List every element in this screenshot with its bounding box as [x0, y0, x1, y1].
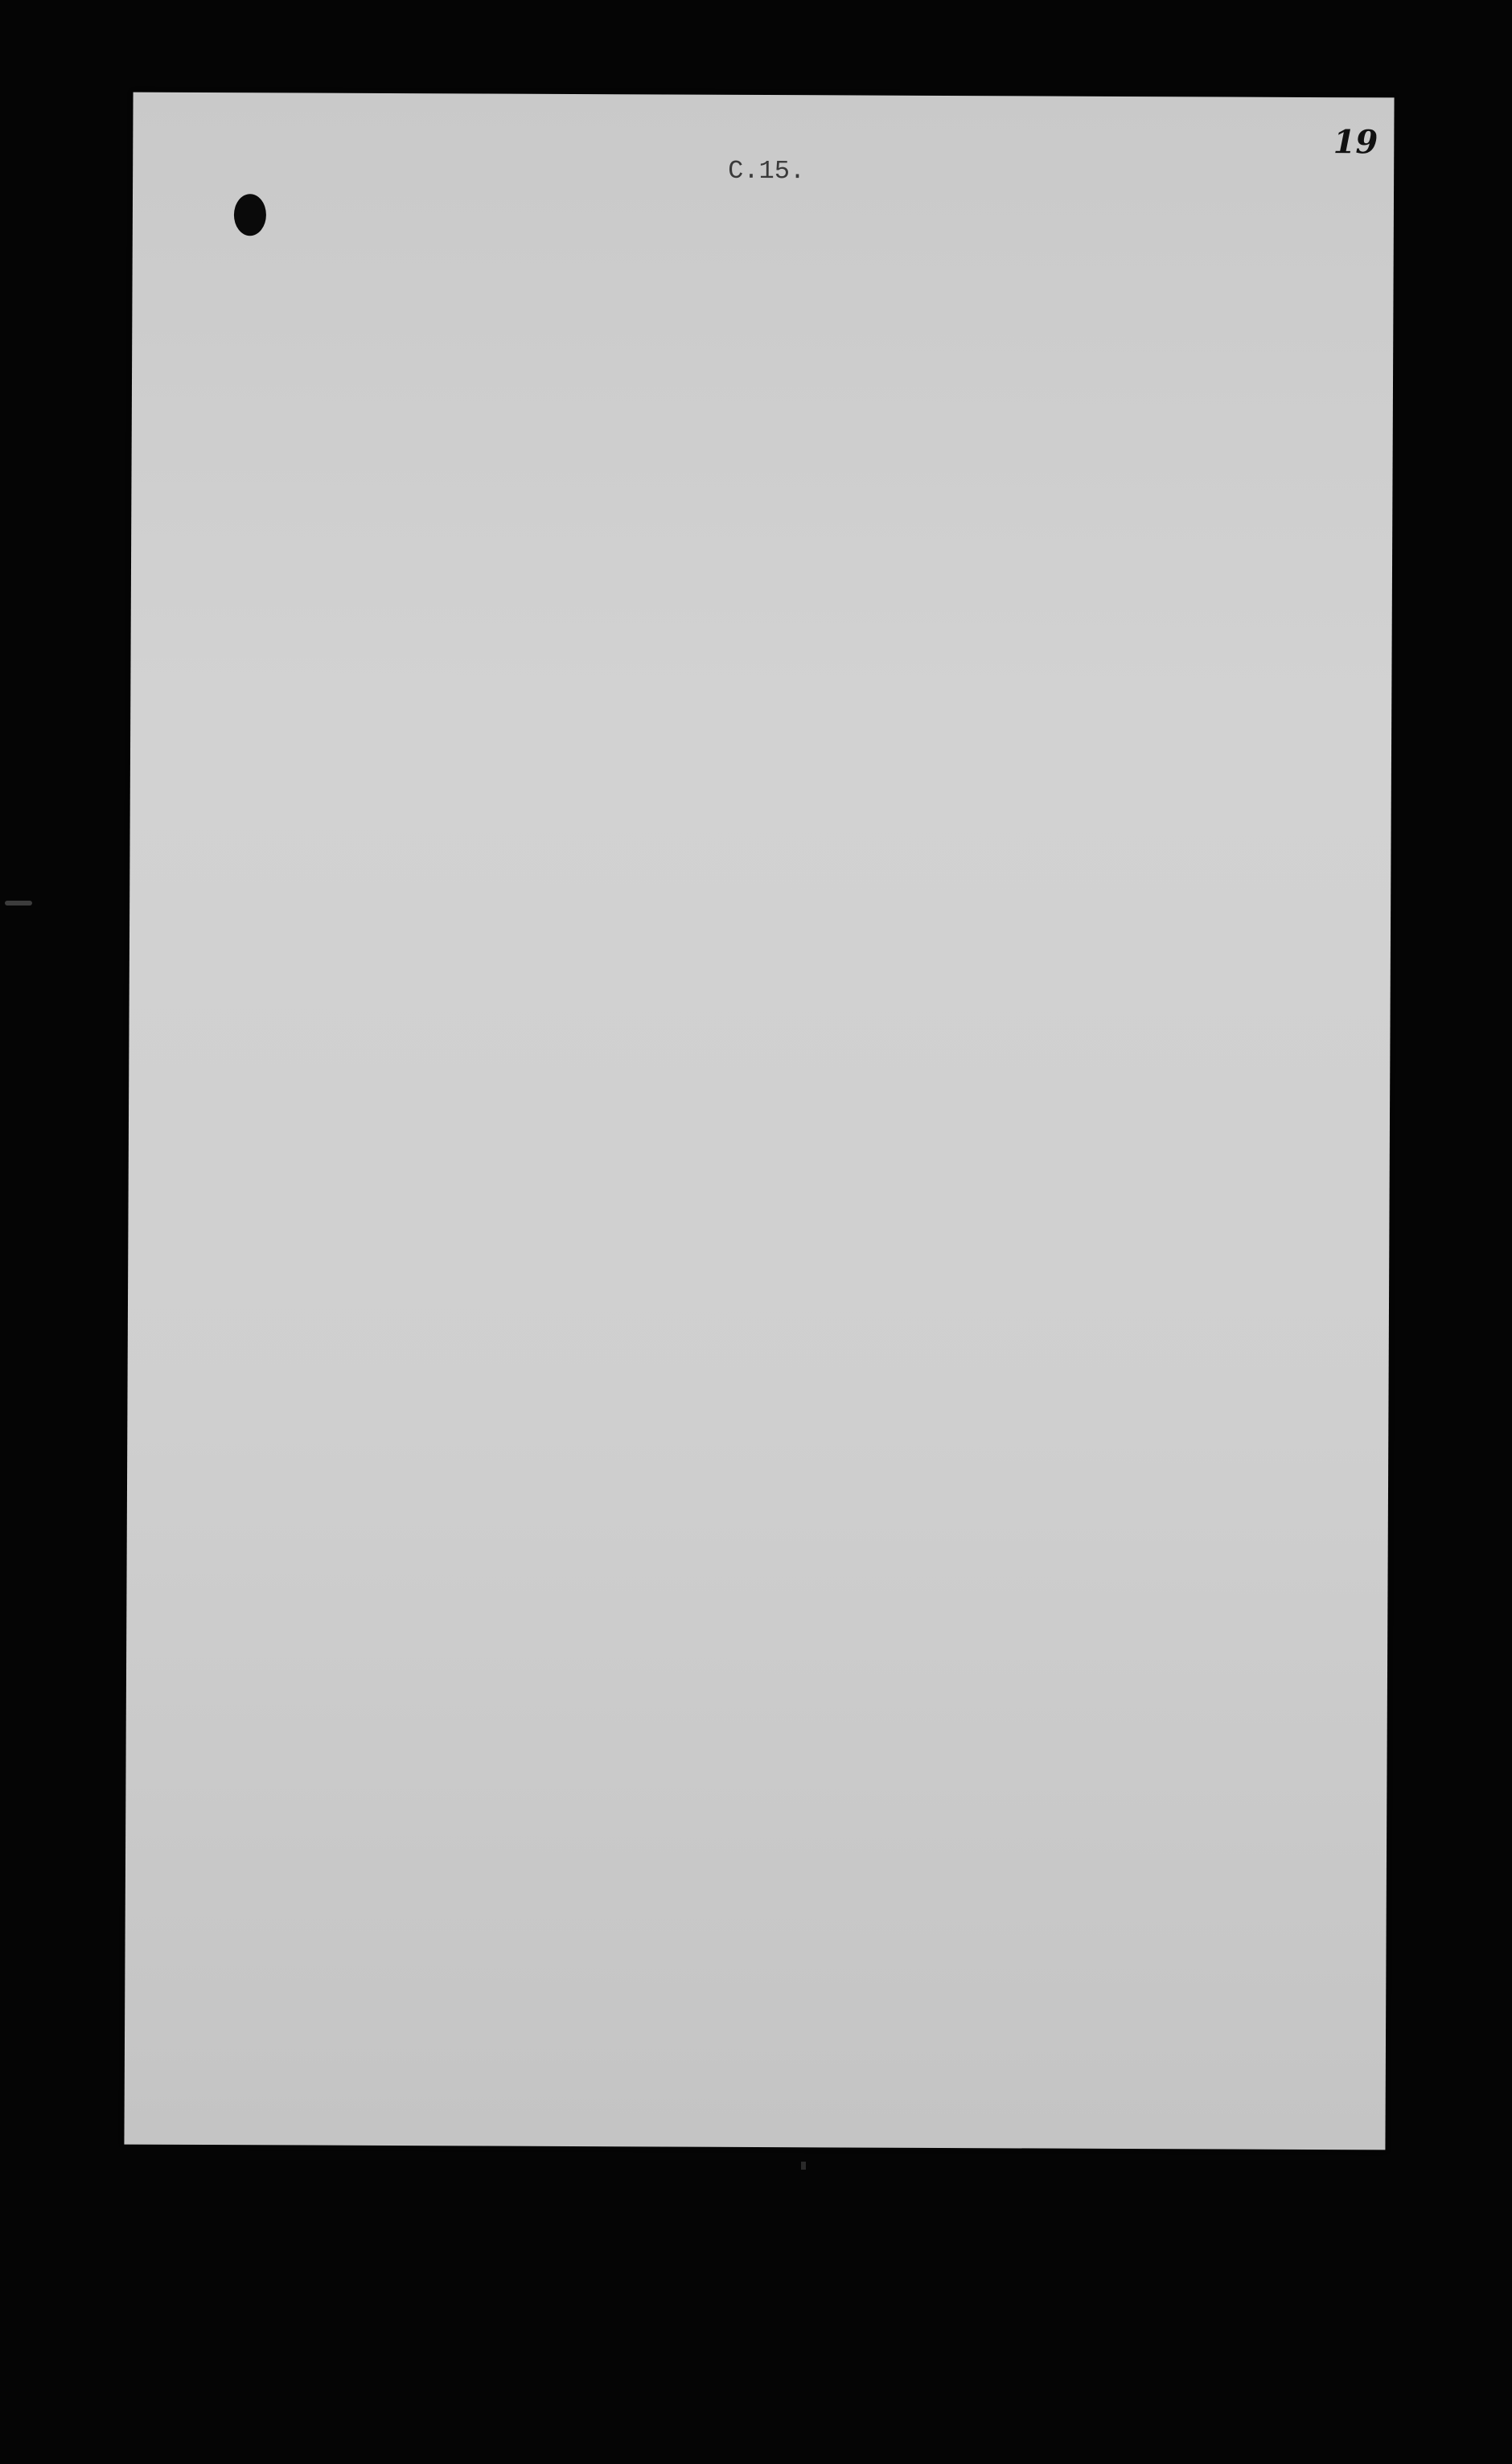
page-number: C.15. — [728, 155, 806, 187]
punch-hole — [234, 194, 266, 236]
document-page — [124, 92, 1394, 2150]
handwritten-folio-number: 19 — [1333, 123, 1378, 162]
film-speck — [5, 901, 32, 906]
film-speck — [801, 2162, 806, 2170]
transcript-body — [134, 92, 1395, 98]
